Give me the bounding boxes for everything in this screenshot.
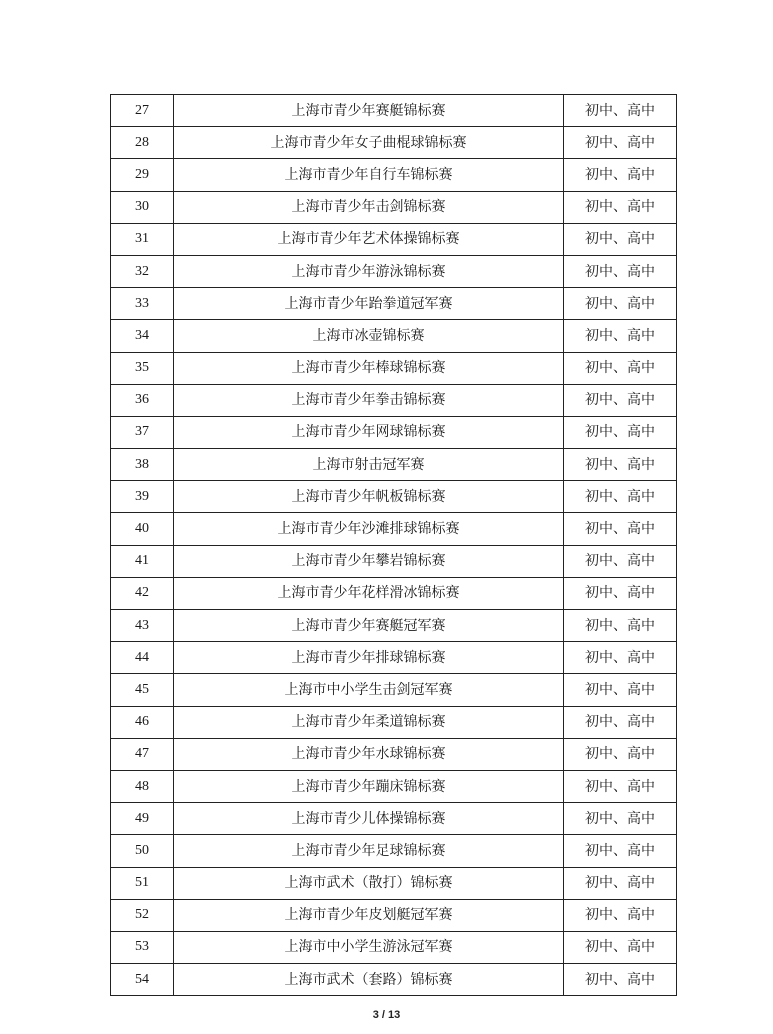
row-number-cell: 46	[111, 706, 174, 738]
row-number-cell: 39	[111, 481, 174, 513]
school-level-cell: 初中、高中	[564, 320, 677, 352]
row-number-cell: 53	[111, 931, 174, 963]
table-row	[111, 642, 677, 674]
school-level-cell: 初中、高中	[564, 674, 677, 706]
school-level-cell: 初中、高中	[564, 255, 677, 287]
row-number-cell: 38	[111, 449, 174, 481]
competition-name-cell: 上海市青少年足球锦标赛	[174, 835, 564, 867]
row-number-cell: 48	[111, 770, 174, 802]
school-level-cell: 初中、高中	[564, 931, 677, 963]
table-row	[111, 931, 677, 963]
table-row	[111, 127, 677, 159]
row-number-cell: 35	[111, 352, 174, 384]
competition-name-cell: 上海市青少年柔道锦标赛	[174, 706, 564, 738]
table-row	[111, 738, 677, 770]
school-level-cell: 初中、高中	[564, 449, 677, 481]
row-number-cell: 29	[111, 159, 174, 191]
school-level-cell: 初中、高中	[564, 899, 677, 931]
competition-name-cell: 上海市武术（套路）锦标赛	[174, 964, 564, 996]
row-number-cell: 41	[111, 545, 174, 577]
school-level-cell: 初中、高中	[564, 159, 677, 191]
school-level-cell: 初中、高中	[564, 545, 677, 577]
school-level-cell: 初中、高中	[564, 481, 677, 513]
row-number-cell: 50	[111, 835, 174, 867]
competition-table	[110, 94, 677, 996]
competition-name-cell: 上海市青少年拳击锦标赛	[174, 384, 564, 416]
table-row	[111, 449, 677, 481]
competition-name-cell: 上海市青少年赛艇锦标赛	[174, 95, 564, 127]
table-row	[111, 706, 677, 738]
competition-name-cell: 上海市青少年皮划艇冠军赛	[174, 899, 564, 931]
table-row	[111, 159, 677, 191]
row-number-cell: 42	[111, 577, 174, 609]
school-level-cell: 初中、高中	[564, 706, 677, 738]
row-number-cell: 27	[111, 95, 174, 127]
table-row	[111, 674, 677, 706]
school-level-cell: 初中、高中	[564, 127, 677, 159]
row-number-cell: 47	[111, 738, 174, 770]
row-number-cell: 45	[111, 674, 174, 706]
row-number-cell: 31	[111, 223, 174, 255]
competition-name-cell: 上海市青少年花样滑冰锦标赛	[174, 577, 564, 609]
competition-table-body	[111, 95, 677, 996]
competition-name-cell: 上海市青少年女子曲棍球锦标赛	[174, 127, 564, 159]
table-row	[111, 545, 677, 577]
table-row	[111, 513, 677, 545]
table-row	[111, 288, 677, 320]
table-row	[111, 255, 677, 287]
row-number-cell: 37	[111, 416, 174, 448]
competition-name-cell: 上海市青少年蹦床锦标赛	[174, 770, 564, 802]
table-row	[111, 770, 677, 802]
competition-name-cell: 上海市中小学生游泳冠军赛	[174, 931, 564, 963]
row-number-cell: 51	[111, 867, 174, 899]
table-row	[111, 384, 677, 416]
competition-name-cell: 上海市青少年击剑锦标赛	[174, 191, 564, 223]
school-level-cell: 初中、高中	[564, 867, 677, 899]
competition-name-cell: 上海市青少年自行车锦标赛	[174, 159, 564, 191]
competition-name-cell: 上海市青少年跆拳道冠军赛	[174, 288, 564, 320]
row-number-cell: 33	[111, 288, 174, 320]
page-number: 3 / 13	[372, 1009, 401, 1021]
school-level-cell: 初中、高中	[564, 416, 677, 448]
row-number-cell: 36	[111, 384, 174, 416]
competition-name-cell: 上海市青少年沙滩排球锦标赛	[174, 513, 564, 545]
competition-name-cell: 上海市青少年网球锦标赛	[174, 416, 564, 448]
row-number-cell: 40	[111, 513, 174, 545]
table-row	[111, 803, 677, 835]
competition-name-cell: 上海市射击冠军赛	[174, 449, 564, 481]
table-row	[111, 352, 677, 384]
competition-name-cell: 上海市青少年赛艇冠军赛	[174, 610, 564, 642]
school-level-cell: 初中、高中	[564, 223, 677, 255]
table-row	[111, 95, 677, 127]
row-number-cell: 44	[111, 642, 174, 674]
school-level-cell: 初中、高中	[564, 352, 677, 384]
row-number-cell: 43	[111, 610, 174, 642]
school-level-cell: 初中、高中	[564, 95, 677, 127]
competition-name-cell: 上海市武术（散打）锦标赛	[174, 867, 564, 899]
row-number-cell: 32	[111, 255, 174, 287]
competition-name-cell: 上海市中小学生击剑冠军赛	[174, 674, 564, 706]
school-level-cell: 初中、高中	[564, 577, 677, 609]
row-number-cell: 28	[111, 127, 174, 159]
school-level-cell: 初中、高中	[564, 738, 677, 770]
school-level-cell: 初中、高中	[564, 513, 677, 545]
competition-name-cell: 上海市青少年水球锦标赛	[174, 738, 564, 770]
row-number-cell: 34	[111, 320, 174, 352]
table-row	[111, 481, 677, 513]
competition-name-cell: 上海市青少年帆板锦标赛	[174, 481, 564, 513]
table-row	[111, 320, 677, 352]
school-level-cell: 初中、高中	[564, 770, 677, 802]
table-row	[111, 191, 677, 223]
table-row	[111, 867, 677, 899]
table-row	[111, 610, 677, 642]
competition-name-cell: 上海市青少年游泳锦标赛	[174, 255, 564, 287]
school-level-cell: 初中、高中	[564, 642, 677, 674]
competition-name-cell: 上海市青少儿体操锦标赛	[174, 803, 564, 835]
table-row	[111, 899, 677, 931]
school-level-cell: 初中、高中	[564, 191, 677, 223]
row-number-cell: 49	[111, 803, 174, 835]
table-row	[111, 416, 677, 448]
competition-name-cell: 上海市青少年艺术体操锦标赛	[174, 223, 564, 255]
school-level-cell: 初中、高中	[564, 964, 677, 996]
row-number-cell: 52	[111, 899, 174, 931]
school-level-cell: 初中、高中	[564, 384, 677, 416]
competition-name-cell: 上海市青少年排球锦标赛	[174, 642, 564, 674]
competition-name-cell: 上海市青少年棒球锦标赛	[174, 352, 564, 384]
school-level-cell: 初中、高中	[564, 803, 677, 835]
school-level-cell: 初中、高中	[564, 610, 677, 642]
table-row	[111, 223, 677, 255]
competition-name-cell: 上海市冰壶锦标赛	[174, 320, 564, 352]
table-row	[111, 964, 677, 996]
row-number-cell: 30	[111, 191, 174, 223]
row-number-cell: 54	[111, 964, 174, 996]
school-level-cell: 初中、高中	[564, 835, 677, 867]
competition-name-cell: 上海市青少年攀岩锦标赛	[174, 545, 564, 577]
school-level-cell: 初中、高中	[564, 288, 677, 320]
table-row	[111, 835, 677, 867]
table-row	[111, 577, 677, 609]
